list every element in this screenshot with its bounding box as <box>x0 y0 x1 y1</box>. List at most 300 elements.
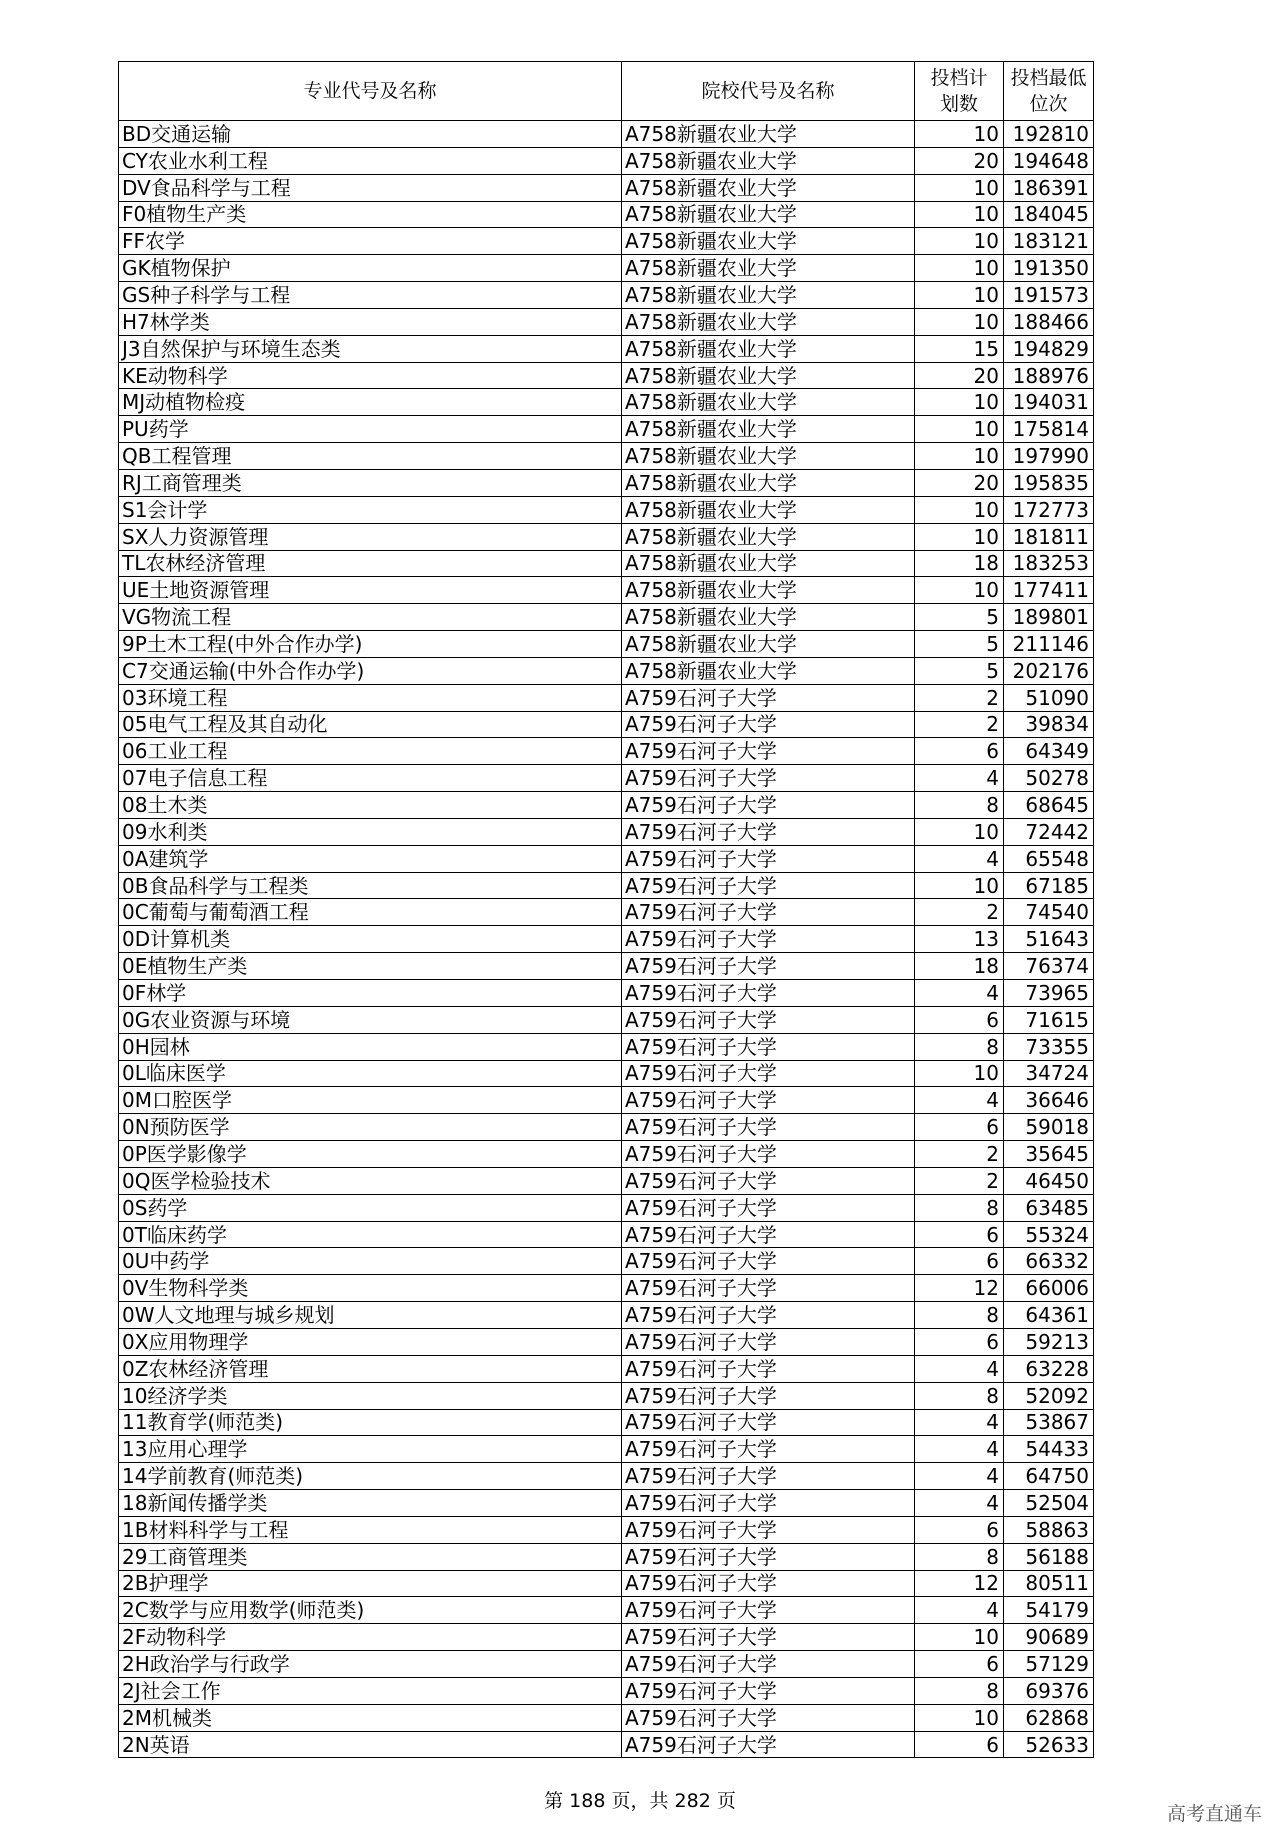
cell-school: A759石河子大学 <box>622 1409 915 1436</box>
cell-school: A759石河子大学 <box>622 1570 915 1597</box>
cell-rank: 36646 <box>1004 1087 1094 1114</box>
cell-rank: 183121 <box>1004 228 1094 255</box>
cell-school: A759石河子大学 <box>622 1382 915 1409</box>
cell-school: A759石河子大学 <box>622 1167 915 1194</box>
table-row <box>119 1114 1094 1141</box>
cell-school: A759石河子大学 <box>622 738 915 765</box>
cell-rank: 71615 <box>1004 1006 1094 1033</box>
cell-major: VG物流工程 <box>119 604 622 631</box>
cell-plan: 4 <box>915 1463 1004 1490</box>
cell-major: J3自然保护与环境生态类 <box>119 335 622 362</box>
cell-rank: 50278 <box>1004 765 1094 792</box>
cell-major: SX人力资源管理 <box>119 523 622 550</box>
cell-school: A758新疆农业大学 <box>622 147 915 174</box>
table-row <box>119 899 1094 926</box>
table-row <box>119 469 1094 496</box>
cell-major: 2H政治学与行政学 <box>119 1651 622 1678</box>
cell-plan: 20 <box>915 469 1004 496</box>
cell-rank: 64750 <box>1004 1463 1094 1490</box>
cell-school: A759石河子大学 <box>622 1302 915 1329</box>
cell-major: 18新闻传播学类 <box>119 1490 622 1517</box>
cell-major: GS种子科学与工程 <box>119 282 622 309</box>
cell-major: 0L临床医学 <box>119 1060 622 1087</box>
cell-rank: 35645 <box>1004 1141 1094 1168</box>
table-row <box>119 174 1094 201</box>
cell-plan: 8 <box>915 792 1004 819</box>
cell-major: 0N预防医学 <box>119 1114 622 1141</box>
cell-major: TL农林经济管理 <box>119 550 622 577</box>
table-row <box>119 1570 1094 1597</box>
table-body <box>119 121 1094 1758</box>
cell-plan: 4 <box>915 1490 1004 1517</box>
cell-rank: 175814 <box>1004 416 1094 443</box>
table-row <box>119 1597 1094 1624</box>
cell-school: A759石河子大学 <box>622 1490 915 1517</box>
cell-plan: 10 <box>915 872 1004 899</box>
cell-major: 2N英语 <box>119 1731 622 1758</box>
cell-major: 2F动物科学 <box>119 1624 622 1651</box>
cell-plan: 2 <box>915 1141 1004 1168</box>
cell-rank: 76374 <box>1004 953 1094 980</box>
table-row <box>119 792 1094 819</box>
table-row <box>119 1436 1094 1463</box>
cell-school: A758新疆农业大学 <box>622 604 915 631</box>
cell-major: KE动物科学 <box>119 362 622 389</box>
table-row <box>119 121 1094 148</box>
cell-rank: 184045 <box>1004 201 1094 228</box>
cell-school: A759石河子大学 <box>622 1651 915 1678</box>
cell-plan: 6 <box>915 738 1004 765</box>
cell-major: 03环境工程 <box>119 684 622 711</box>
table-row <box>119 1543 1094 1570</box>
cell-school: A759石河子大学 <box>622 1355 915 1382</box>
cell-school: A759石河子大学 <box>622 899 915 926</box>
cell-plan: 18 <box>915 953 1004 980</box>
cell-major: RJ工商管理类 <box>119 469 622 496</box>
cell-rank: 54179 <box>1004 1597 1094 1624</box>
cell-school: A758新疆农业大学 <box>622 577 915 604</box>
cell-major: 11教育学(师范类) <box>119 1409 622 1436</box>
cell-major: 0F林学 <box>119 980 622 1007</box>
cell-plan: 6 <box>915 1114 1004 1141</box>
cell-major: 1B材料科学与工程 <box>119 1516 622 1543</box>
table-row <box>119 1141 1094 1168</box>
cell-major: 07电子信息工程 <box>119 765 622 792</box>
cell-rank: 52633 <box>1004 1731 1094 1758</box>
cell-major: 9P土木工程(中外合作办学) <box>119 631 622 658</box>
cell-plan: 10 <box>915 523 1004 550</box>
table-row <box>119 845 1094 872</box>
table-row <box>119 255 1094 282</box>
cell-plan: 10 <box>915 308 1004 335</box>
cell-school: A758新疆农业大学 <box>622 496 915 523</box>
cell-plan: 8 <box>915 1382 1004 1409</box>
cell-school: A759石河子大学 <box>622 845 915 872</box>
cell-major: 0X应用物理学 <box>119 1328 622 1355</box>
cell-major: DV食品科学与工程 <box>119 174 622 201</box>
table-row <box>119 1167 1094 1194</box>
cell-major: 0Q医学检验技术 <box>119 1167 622 1194</box>
cell-plan: 12 <box>915 1570 1004 1597</box>
cell-rank: 64349 <box>1004 738 1094 765</box>
cell-plan: 5 <box>915 657 1004 684</box>
cell-rank: 73965 <box>1004 980 1094 1007</box>
table-row <box>119 953 1094 980</box>
cell-school: A759石河子大学 <box>622 1194 915 1221</box>
cell-school: A758新疆农业大学 <box>622 523 915 550</box>
cell-plan: 12 <box>915 1275 1004 1302</box>
cell-school: A758新疆农业大学 <box>622 443 915 470</box>
cell-rank: 53867 <box>1004 1409 1094 1436</box>
cell-rank: 63228 <box>1004 1355 1094 1382</box>
cell-plan: 6 <box>915 1651 1004 1678</box>
cell-plan: 20 <box>915 362 1004 389</box>
table-row <box>119 1409 1094 1436</box>
cell-rank: 191573 <box>1004 282 1094 309</box>
cell-school: A759石河子大学 <box>622 1221 915 1248</box>
cell-rank: 74540 <box>1004 899 1094 926</box>
cell-plan: 2 <box>915 899 1004 926</box>
cell-rank: 211146 <box>1004 631 1094 658</box>
cell-rank: 59213 <box>1004 1328 1094 1355</box>
table-row <box>119 335 1094 362</box>
cell-major: 29工商管理类 <box>119 1543 622 1570</box>
cell-major: 0H园林 <box>119 1033 622 1060</box>
cell-plan: 10 <box>915 818 1004 845</box>
cell-school: A759石河子大学 <box>622 792 915 819</box>
cell-plan: 10 <box>915 1624 1004 1651</box>
table-row <box>119 389 1094 416</box>
cell-rank: 39834 <box>1004 711 1094 738</box>
header-rank-line1: 投档最低 <box>1010 67 1087 89</box>
cell-major: UE土地资源管理 <box>119 577 622 604</box>
cell-rank: 194829 <box>1004 335 1094 362</box>
cell-school: A759石河子大学 <box>622 711 915 738</box>
cell-school: A759石河子大学 <box>622 1087 915 1114</box>
table-row <box>119 604 1094 631</box>
table-row <box>119 496 1094 523</box>
table-row <box>119 228 1094 255</box>
cell-rank: 202176 <box>1004 657 1094 684</box>
table-row <box>119 765 1094 792</box>
cell-major: 0A建筑学 <box>119 845 622 872</box>
table-row <box>119 684 1094 711</box>
cell-school: A759石河子大学 <box>622 1114 915 1141</box>
cell-rank: 52504 <box>1004 1490 1094 1517</box>
table-row <box>119 1194 1094 1221</box>
cell-plan: 5 <box>915 631 1004 658</box>
header-school: 院校代号及名称 <box>622 62 915 121</box>
cell-plan: 5 <box>915 604 1004 631</box>
cell-plan: 10 <box>915 282 1004 309</box>
admission-table <box>118 61 1094 1758</box>
cell-plan: 10 <box>915 416 1004 443</box>
cell-rank: 57129 <box>1004 1651 1094 1678</box>
cell-major: S1会计学 <box>119 496 622 523</box>
table-row <box>119 147 1094 174</box>
cell-school: A758新疆农业大学 <box>622 228 915 255</box>
header-major: 专业代号及名称 <box>119 62 622 121</box>
header-rank-line2: 位次 <box>1029 93 1068 115</box>
table-row <box>119 1248 1094 1275</box>
cell-rank: 46450 <box>1004 1167 1094 1194</box>
cell-major: 2B护理学 <box>119 1570 622 1597</box>
header-rank <box>1004 62 1094 121</box>
table-row <box>119 416 1094 443</box>
cell-plan: 10 <box>915 1060 1004 1087</box>
cell-major: FF农学 <box>119 228 622 255</box>
cell-major: 0V生物科学类 <box>119 1275 622 1302</box>
cell-major: 0M口腔医学 <box>119 1087 622 1114</box>
cell-school: A759石河子大学 <box>622 684 915 711</box>
table-row <box>119 443 1094 470</box>
table-row <box>119 631 1094 658</box>
table-row <box>119 1328 1094 1355</box>
cell-rank: 51090 <box>1004 684 1094 711</box>
cell-major: CY农业水利工程 <box>119 147 622 174</box>
table-row <box>119 1704 1094 1731</box>
cell-school: A758新疆农业大学 <box>622 631 915 658</box>
cell-plan: 6 <box>915 1516 1004 1543</box>
cell-major: MJ动植物检疫 <box>119 389 622 416</box>
cell-major: 0Z农林经济管理 <box>119 1355 622 1382</box>
cell-major: 0T临床药学 <box>119 1221 622 1248</box>
cell-school: A758新疆农业大学 <box>622 255 915 282</box>
cell-rank: 54433 <box>1004 1436 1094 1463</box>
cell-major: 0B食品科学与工程类 <box>119 872 622 899</box>
cell-rank: 56188 <box>1004 1543 1094 1570</box>
cell-rank: 66332 <box>1004 1248 1094 1275</box>
table-row <box>119 1355 1094 1382</box>
cell-rank: 34724 <box>1004 1060 1094 1087</box>
table-row <box>119 1221 1094 1248</box>
cell-plan: 18 <box>915 550 1004 577</box>
cell-major: 10经济学类 <box>119 1382 622 1409</box>
cell-rank: 194648 <box>1004 147 1094 174</box>
cell-major: GK植物保护 <box>119 255 622 282</box>
cell-school: A758新疆农业大学 <box>622 389 915 416</box>
cell-plan: 4 <box>915 980 1004 1007</box>
table-row <box>119 1275 1094 1302</box>
cell-major: 0W人文地理与城乡规划 <box>119 1302 622 1329</box>
table-row <box>119 926 1094 953</box>
cell-major: 0G农业资源与环境 <box>119 1006 622 1033</box>
header-row <box>119 62 1094 121</box>
cell-major: 14学前教育(师范类) <box>119 1463 622 1490</box>
cell-rank: 73355 <box>1004 1033 1094 1060</box>
cell-major: 09水利类 <box>119 818 622 845</box>
cell-plan: 6 <box>915 1221 1004 1248</box>
cell-plan: 10 <box>915 174 1004 201</box>
table-row <box>119 818 1094 845</box>
cell-school: A759石河子大学 <box>622 953 915 980</box>
cell-rank: 65548 <box>1004 845 1094 872</box>
cell-major: H7林学类 <box>119 308 622 335</box>
cell-rank: 197990 <box>1004 443 1094 470</box>
cell-rank: 52092 <box>1004 1382 1094 1409</box>
cell-major: 0E植物生产类 <box>119 953 622 980</box>
header-plan-line2: 划数 <box>939 93 978 115</box>
cell-school: A759石河子大学 <box>622 1624 915 1651</box>
cell-plan: 8 <box>915 1194 1004 1221</box>
cell-plan: 4 <box>915 765 1004 792</box>
cell-school: A759石河子大学 <box>622 1597 915 1624</box>
cell-plan: 4 <box>915 1409 1004 1436</box>
cell-plan: 10 <box>915 121 1004 148</box>
cell-school: A759石河子大学 <box>622 1436 915 1463</box>
cell-major: 2C数学与应用数学(师范类) <box>119 1597 622 1624</box>
cell-major: 06工业工程 <box>119 738 622 765</box>
cell-rank: 62868 <box>1004 1704 1094 1731</box>
cell-rank: 68645 <box>1004 792 1094 819</box>
cell-rank: 80511 <box>1004 1570 1094 1597</box>
cell-major: 08土木类 <box>119 792 622 819</box>
cell-school: A759石河子大学 <box>622 1033 915 1060</box>
cell-rank: 183253 <box>1004 550 1094 577</box>
cell-plan: 10 <box>915 496 1004 523</box>
table-row <box>119 1463 1094 1490</box>
cell-rank: 191350 <box>1004 255 1094 282</box>
cell-school: A759石河子大学 <box>622 1704 915 1731</box>
cell-plan: 13 <box>915 926 1004 953</box>
cell-major: QB工程管理 <box>119 443 622 470</box>
header-plan-line1: 投档计 <box>930 67 988 89</box>
cell-major: C7交通运输(中外合作办学) <box>119 657 622 684</box>
table-row <box>119 738 1094 765</box>
table-row <box>119 362 1094 389</box>
cell-plan: 8 <box>915 1677 1004 1704</box>
cell-plan: 8 <box>915 1302 1004 1329</box>
table-row <box>119 201 1094 228</box>
table-header <box>119 62 1094 121</box>
table-row <box>119 711 1094 738</box>
cell-rank: 90689 <box>1004 1624 1094 1651</box>
cell-school: A758新疆农业大学 <box>622 416 915 443</box>
cell-school: A759石河子大学 <box>622 765 915 792</box>
table-row <box>119 577 1094 604</box>
cell-rank: 188976 <box>1004 362 1094 389</box>
cell-school: A759石河子大学 <box>622 1731 915 1758</box>
table-row <box>119 1490 1094 1517</box>
table-row <box>119 282 1094 309</box>
cell-rank: 189801 <box>1004 604 1094 631</box>
cell-plan: 2 <box>915 711 1004 738</box>
cell-school: A759石河子大学 <box>622 1516 915 1543</box>
cell-plan: 10 <box>915 389 1004 416</box>
cell-school: A758新疆农业大学 <box>622 469 915 496</box>
table-row <box>119 1731 1094 1758</box>
cell-school: A758新疆农业大学 <box>622 362 915 389</box>
cell-school: A758新疆农业大学 <box>622 201 915 228</box>
cell-major: 2M机械类 <box>119 1704 622 1731</box>
cell-school: A758新疆农业大学 <box>622 282 915 309</box>
table-row <box>119 550 1094 577</box>
table-row <box>119 1006 1094 1033</box>
cell-school: A759石河子大学 <box>622 1543 915 1570</box>
cell-school: A759石河子大学 <box>622 1248 915 1275</box>
cell-plan: 10 <box>915 577 1004 604</box>
cell-rank: 63485 <box>1004 1194 1094 1221</box>
table-row <box>119 1060 1094 1087</box>
cell-rank: 64361 <box>1004 1302 1094 1329</box>
cell-rank: 58863 <box>1004 1516 1094 1543</box>
cell-major: 0P医学影像学 <box>119 1141 622 1168</box>
cell-major: 0D计算机类 <box>119 926 622 953</box>
table-row <box>119 1651 1094 1678</box>
cell-major: 0C葡萄与葡萄酒工程 <box>119 899 622 926</box>
cell-school: A759石河子大学 <box>622 1463 915 1490</box>
cell-plan: 10 <box>915 228 1004 255</box>
table-row <box>119 657 1094 684</box>
cell-school: A759石河子大学 <box>622 818 915 845</box>
cell-plan: 4 <box>915 845 1004 872</box>
table-row <box>119 1087 1094 1114</box>
cell-school: A758新疆农业大学 <box>622 657 915 684</box>
cell-school: A759石河子大学 <box>622 926 915 953</box>
cell-plan: 4 <box>915 1597 1004 1624</box>
cell-rank: 69376 <box>1004 1677 1094 1704</box>
cell-major: PU药学 <box>119 416 622 443</box>
cell-plan: 6 <box>915 1248 1004 1275</box>
table-row <box>119 1302 1094 1329</box>
cell-school: A758新疆农业大学 <box>622 121 915 148</box>
cell-rank: 181811 <box>1004 523 1094 550</box>
cell-rank: 72442 <box>1004 818 1094 845</box>
page-footer: 第 188 页，共 282 页 <box>544 1790 736 1812</box>
cell-plan: 6 <box>915 1328 1004 1355</box>
table-row <box>119 872 1094 899</box>
cell-plan: 10 <box>915 443 1004 470</box>
cell-plan: 8 <box>915 1543 1004 1570</box>
table-row <box>119 1677 1094 1704</box>
cell-school: A759石河子大学 <box>622 980 915 1007</box>
cell-school: A759石河子大学 <box>622 1060 915 1087</box>
cell-rank: 194031 <box>1004 389 1094 416</box>
table-row <box>119 1033 1094 1060</box>
cell-major: BD交通运输 <box>119 121 622 148</box>
cell-rank: 66006 <box>1004 1275 1094 1302</box>
cell-plan: 2 <box>915 684 1004 711</box>
cell-school: A759石河子大学 <box>622 1677 915 1704</box>
cell-school: A759石河子大学 <box>622 1141 915 1168</box>
cell-plan: 8 <box>915 1033 1004 1060</box>
table-row <box>119 1516 1094 1543</box>
cell-plan: 10 <box>915 1704 1004 1731</box>
cell-plan: 4 <box>915 1355 1004 1382</box>
cell-plan: 6 <box>915 1006 1004 1033</box>
cell-major: 2J社会工作 <box>119 1677 622 1704</box>
cell-school: A759石河子大学 <box>622 872 915 899</box>
cell-plan: 4 <box>915 1087 1004 1114</box>
cell-plan: 6 <box>915 1731 1004 1758</box>
cell-rank: 55324 <box>1004 1221 1094 1248</box>
cell-plan: 20 <box>915 147 1004 174</box>
cell-plan: 10 <box>915 255 1004 282</box>
header-plan <box>915 62 1004 121</box>
table-row <box>119 523 1094 550</box>
cell-rank: 51643 <box>1004 926 1094 953</box>
table-row <box>119 308 1094 335</box>
cell-plan: 15 <box>915 335 1004 362</box>
cell-school: A758新疆农业大学 <box>622 174 915 201</box>
cell-major: 0S药学 <box>119 1194 622 1221</box>
cell-rank: 177411 <box>1004 577 1094 604</box>
cell-rank: 188466 <box>1004 308 1094 335</box>
cell-rank: 172773 <box>1004 496 1094 523</box>
cell-major: 13应用心理学 <box>119 1436 622 1463</box>
cell-major: F0植物生产类 <box>119 201 622 228</box>
cell-rank: 186391 <box>1004 174 1094 201</box>
